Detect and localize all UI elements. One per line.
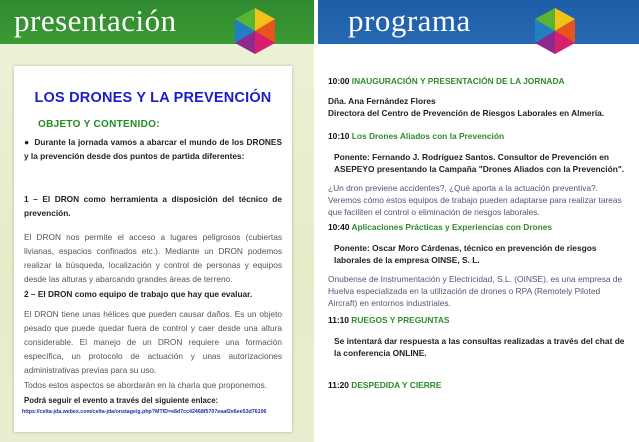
item1-text: El DRON nos permite el acceso a lugares peligrosos (cubiertas livianas, espacios confinados etc.). Mediante un DRON podemos realizar la búsqueda, localización y control de personas y equipos desde las alturas y abarcando grandes áreas de terreno. <box>24 232 282 284</box>
intro-paragraph <box>24 136 282 164</box>
session-time: 11:10 <box>328 315 349 325</box>
session-4-description: Se intentará dar respuesta a las consultas realizadas a través del chat de la conferencia ONLINE. <box>334 336 625 358</box>
session-2-speaker: Ponente: Fernando J. Rodríguez Santos. Consultor de Prevención en ASEPEYO presentando la Campaña "Drones Aliados con la Prevención". <box>334 152 625 174</box>
session-title: Los Drones Aliados con la Prevención <box>351 131 505 141</box>
session-3-description: Onubense de Instrumentación y Electricidad, S.L. (OINSE), es una empresa de Huelva especializada en la utilización de drones o RPA (Remotely Piloted Aircraft) en entornos industriales. <box>328 274 623 308</box>
session-time: 10:40 <box>328 222 350 232</box>
session-title: DESPEDIDA Y CIERRE <box>351 380 442 390</box>
session-2-heading <box>328 131 628 143</box>
session-time: 10:10 <box>328 131 350 141</box>
presentation-title: presentación <box>14 3 177 38</box>
program-header <box>318 0 639 44</box>
session-5-heading <box>328 380 628 392</box>
card-title: LOS DRONES Y LA PREVENCIÓN <box>34 90 272 106</box>
item2-text: El DRON tiene unas hélices que pueden causar daños. Es un objeto pesado que puede quedar fuera de control y caer desde una altura considerable. El manejo de un DRON requiere una formación específica, un protocolo de actuación y unas autorizaciones administrativas previas para su uso. <box>24 309 282 375</box>
event-link[interactable]: https://celta-jda.webex.com/celta-jda/onstage/g.php?MTID=e8d7cc42468f5707eaaf2e6ee53d76106 <box>22 409 267 415</box>
event-link-label: Podrá seguir el evento a través del siguiente enlace: <box>24 396 219 405</box>
session-title: Aplicaciones Prácticas y Experiencias con Drones <box>351 222 553 232</box>
speaker-name: Dña. Ana Fernández Flores <box>328 96 436 106</box>
hexagon-pinwheel-logo-icon <box>230 6 280 56</box>
session-time: 11:20 <box>328 380 349 390</box>
item2-heading: 2 – El DRON como equipo de trabajo que hay que evaluar. <box>24 289 253 299</box>
bullet-icon: ● <box>24 137 30 147</box>
hexagon-pinwheel-logo-icon <box>530 6 580 56</box>
presentation-card <box>14 66 292 432</box>
session-title: RUEGOS Y PREGUNTAS <box>351 315 450 325</box>
session-2-description: ¿Un dron previene accidentes?, ¿Qué aporta a la actuación preventiva?. Veremos cómo estos equipos de trabajo pueden adaptarse para realizar tareas que faciliten el control o eliminación de riesgos laborales. <box>328 183 622 217</box>
closing-text: Todos estos aspectos se abordarán en la charla que proponemos. <box>24 380 268 390</box>
card-subtitle: OBJETO Y CONTENIDO: <box>38 119 160 130</box>
session-4-heading <box>328 315 628 327</box>
program-title: programa <box>348 3 471 38</box>
session-3-heading <box>328 222 628 234</box>
program-panel <box>318 0 639 442</box>
speaker-role: Directora del Centro de Prevención de Riesgos Laborales en Almería. <box>328 107 605 118</box>
session-title: INAUGURACIÓN Y PRESENTACIÓN DE LA JORNADA <box>351 76 565 86</box>
presentation-panel <box>0 0 314 442</box>
session-1-heading <box>328 76 628 88</box>
intro-text: Durante la jornada vamos a abarcar el mundo de los DRONES y la prevención desde dos puntos de partida diferentes: <box>24 137 282 161</box>
session-time: 10:00 <box>328 76 350 86</box>
session-3-speaker: Ponente: Oscar Moro Cárdenas, técnico en prevención de riesgos laborales de la empresa OINSE, S. L. <box>334 243 597 265</box>
session-1-speaker <box>328 96 628 120</box>
item1-heading: 1 – El DRON como herramienta a disposición del técnico de prevención. <box>24 194 282 218</box>
